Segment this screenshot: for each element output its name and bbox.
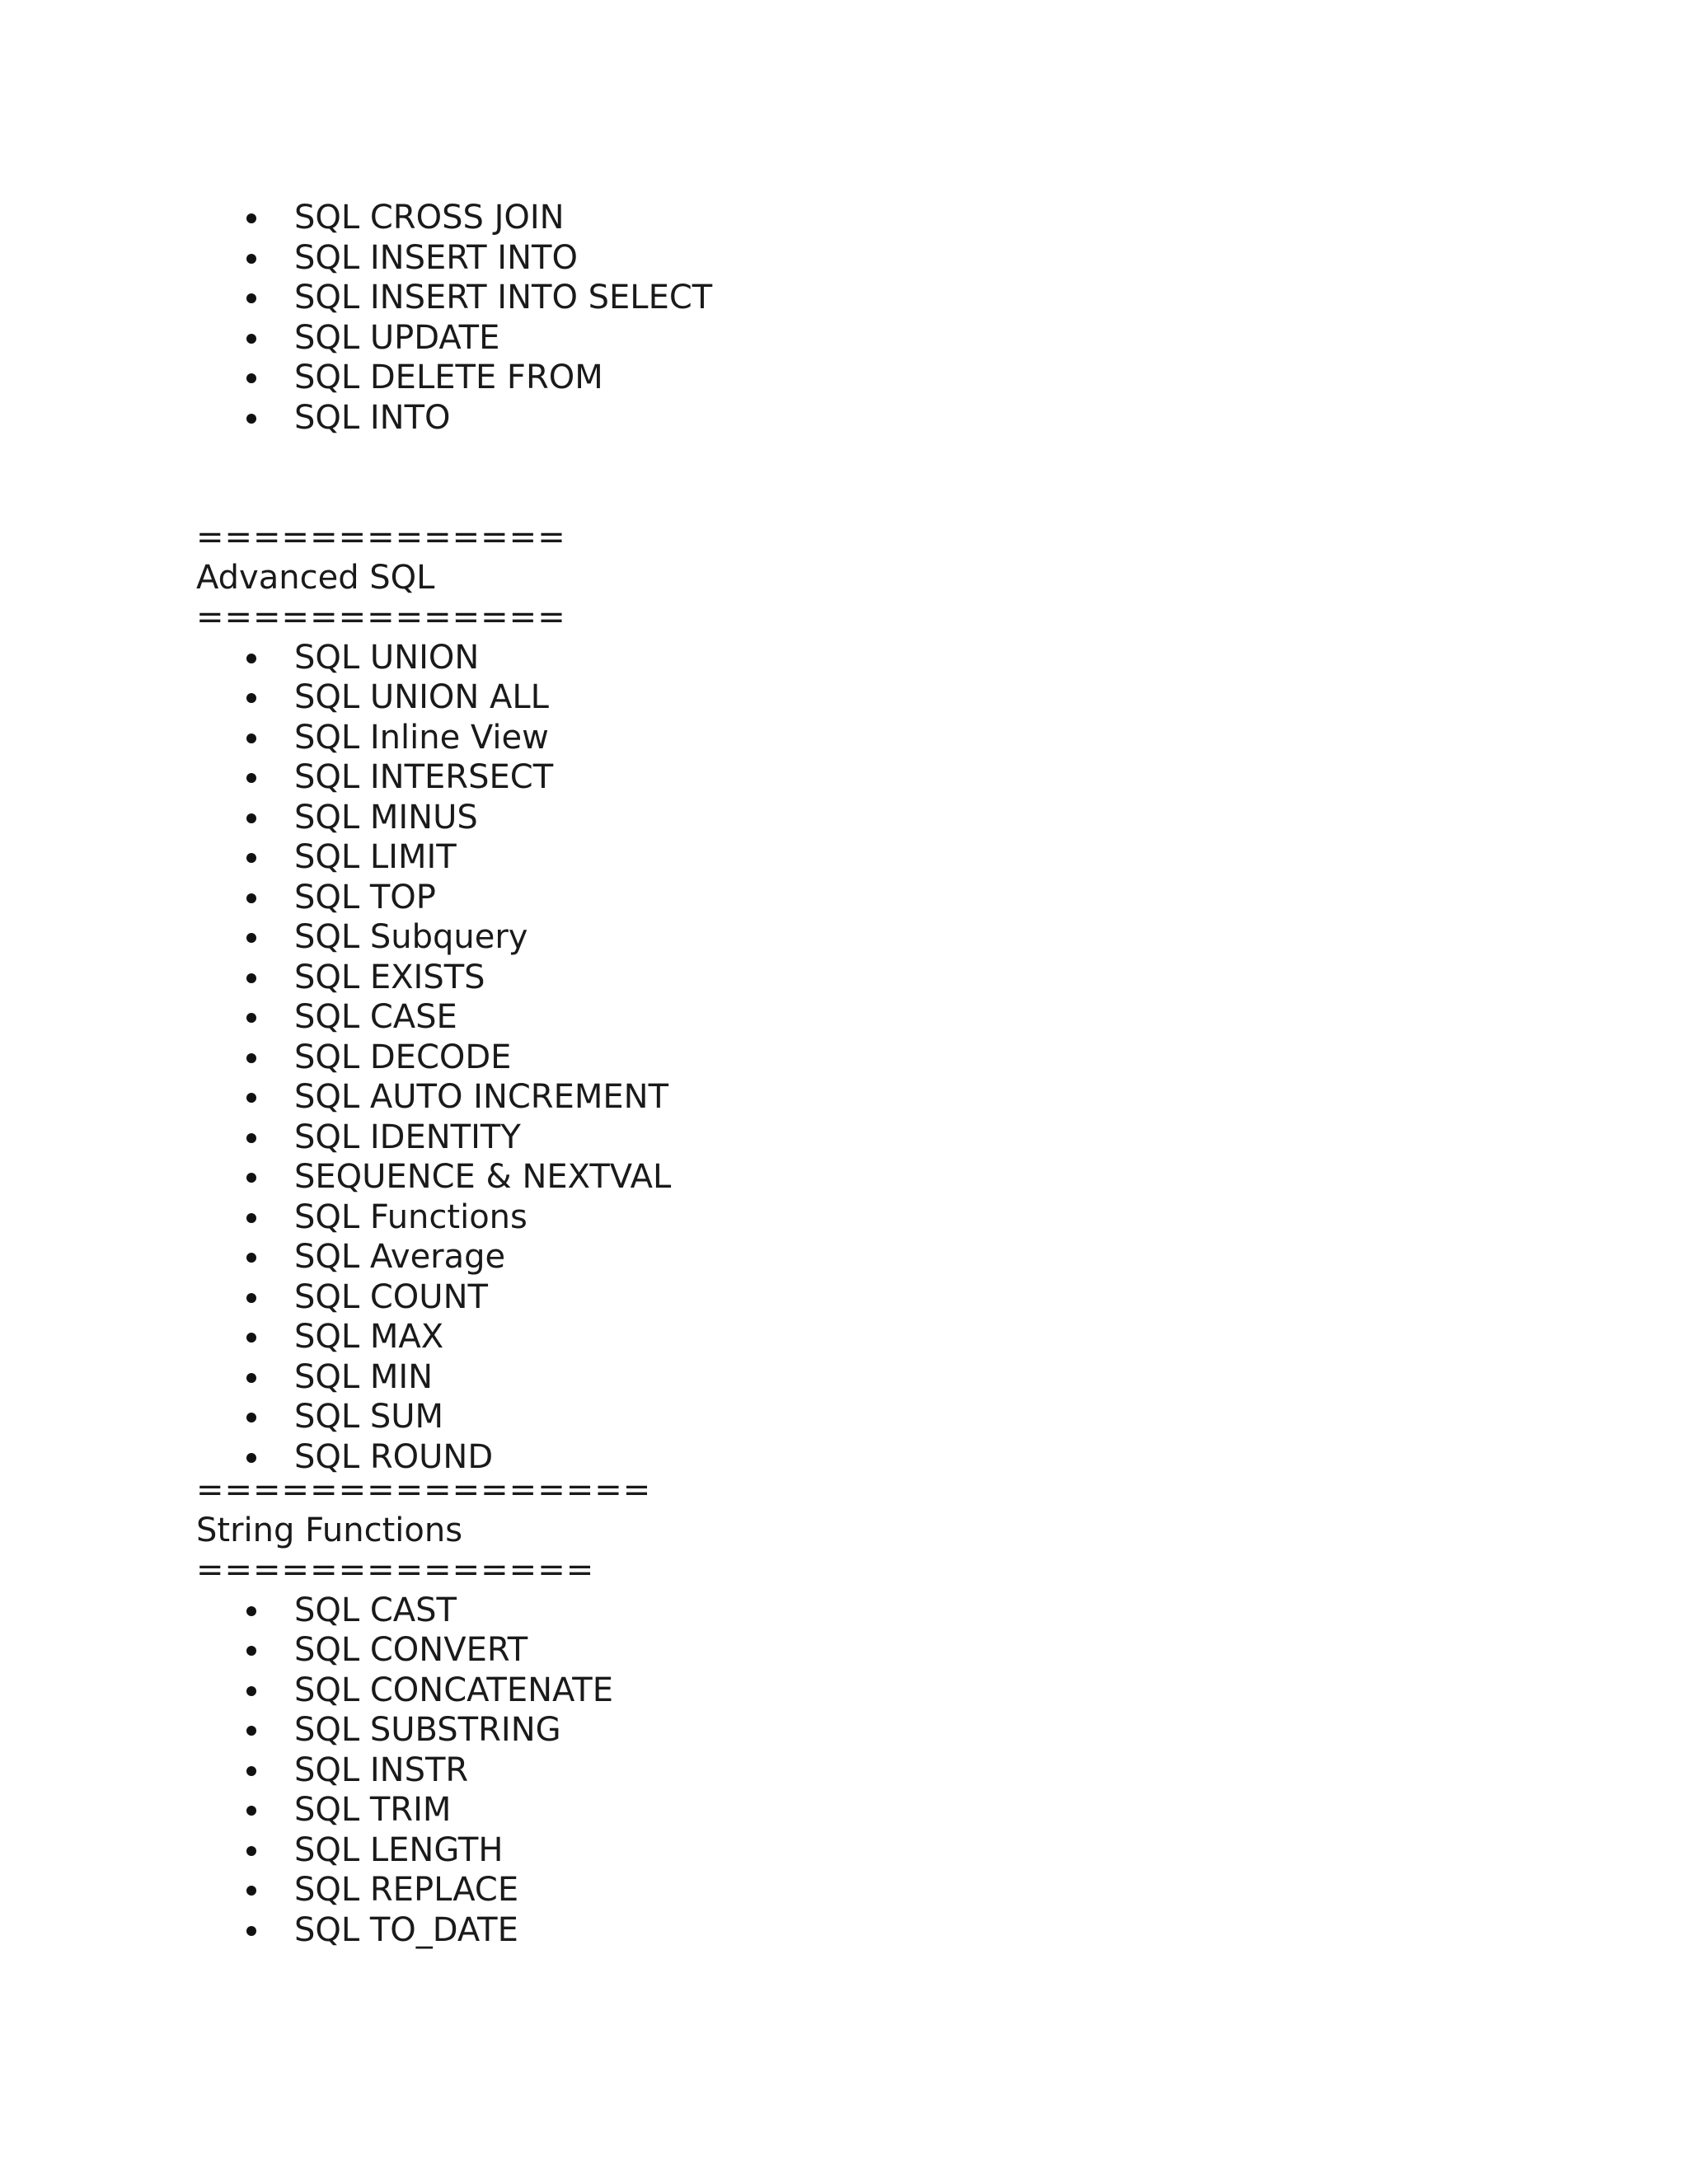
bullet-icon bbox=[246, 1373, 256, 1383]
list-item-label: SQL LIMIT bbox=[294, 838, 457, 876]
list-item bbox=[196, 958, 671, 998]
list-item bbox=[196, 1397, 671, 1437]
list-item-label: SQL INSERT INTO SELECT bbox=[294, 279, 713, 316]
list-item bbox=[196, 1630, 651, 1671]
list-item bbox=[196, 1237, 671, 1277]
bullet-icon bbox=[246, 1093, 256, 1103]
bullet-icon bbox=[246, 213, 256, 223]
bullet-icon bbox=[246, 414, 256, 424]
section-rule-bottom: ============== bbox=[196, 1551, 595, 1589]
list-item-label: SEQUENCE & NEXTVAL bbox=[294, 1158, 672, 1196]
list-item bbox=[196, 1750, 651, 1791]
list-item-label: SQL CAST bbox=[294, 1591, 457, 1629]
list-item bbox=[196, 1710, 651, 1750]
section-rule-top: ============= bbox=[196, 518, 566, 556]
bullet-icon bbox=[246, 893, 256, 903]
bullet-icon bbox=[246, 1333, 256, 1343]
bullet-icon bbox=[246, 254, 256, 264]
bullet-icon bbox=[246, 853, 256, 863]
bullet-icon bbox=[246, 1726, 256, 1736]
list-item-label: SQL INSTR bbox=[294, 1750, 469, 1789]
bullet-icon bbox=[246, 334, 256, 344]
list-item-label: SQL UNION ALL bbox=[294, 678, 549, 716]
bullet-icon bbox=[246, 1173, 256, 1183]
list-item-label: SQL AUTO INCREMENT bbox=[294, 1078, 669, 1116]
list-item bbox=[196, 1157, 671, 1197]
bullet-icon bbox=[246, 1133, 256, 1143]
list-item bbox=[196, 1910, 651, 1951]
list-item bbox=[196, 278, 712, 318]
list-item-label: SQL SUBSTRING bbox=[294, 1711, 561, 1749]
list-item bbox=[196, 1870, 651, 1910]
bullet-icon bbox=[246, 1766, 256, 1776]
list-item-label: SQL Subquery bbox=[294, 918, 528, 956]
list-item-label: SQL Functions bbox=[294, 1197, 528, 1236]
advanced-bullet-list bbox=[196, 638, 671, 1478]
list-item bbox=[196, 398, 712, 438]
bullet-icon bbox=[246, 733, 256, 743]
bullet-icon bbox=[246, 1413, 256, 1422]
section-rule-bottom: ============= bbox=[196, 598, 566, 636]
list-item-label: SQL MAX bbox=[294, 1318, 444, 1356]
list-item-label: SQL UPDATE bbox=[294, 318, 500, 357]
top-bullet-list bbox=[196, 198, 712, 438]
bullet-icon bbox=[246, 1293, 256, 1303]
bullet-icon bbox=[246, 973, 256, 983]
bullet-icon bbox=[246, 1886, 256, 1896]
bullet-icon bbox=[246, 773, 256, 783]
top-list-section bbox=[196, 198, 712, 438]
bullet-icon bbox=[246, 1926, 256, 1936]
list-item-label: SQL Average bbox=[294, 1238, 506, 1276]
advanced-sql-section bbox=[196, 518, 671, 1477]
list-item-label: SQL EXISTS bbox=[294, 958, 485, 996]
list-item bbox=[196, 718, 671, 758]
bullet-icon bbox=[246, 693, 256, 703]
list-item bbox=[196, 677, 671, 718]
bullet-icon bbox=[246, 373, 256, 383]
list-item-label: SQL INSERT INTO bbox=[294, 238, 578, 277]
bullet-icon bbox=[246, 1053, 256, 1063]
list-item bbox=[196, 1671, 651, 1711]
list-item bbox=[196, 1357, 671, 1398]
list-item bbox=[196, 917, 671, 958]
list-item-label: SQL TOP bbox=[294, 878, 436, 916]
bullet-icon bbox=[246, 1253, 256, 1263]
list-item-label: SQL ROUND bbox=[294, 1437, 494, 1476]
string-functions-section bbox=[196, 1470, 651, 1950]
bullet-icon bbox=[246, 813, 256, 823]
bullet-icon bbox=[246, 1806, 256, 1816]
list-item-label: SQL CROSS JOIN bbox=[294, 199, 565, 237]
list-item-label: SQL INTERSECT bbox=[294, 758, 554, 796]
list-item bbox=[196, 638, 671, 678]
list-item bbox=[196, 1038, 671, 1078]
list-item bbox=[196, 1790, 651, 1830]
list-item-label: SQL CASE bbox=[294, 998, 457, 1036]
list-item bbox=[196, 1277, 671, 1318]
list-item bbox=[196, 757, 671, 798]
section-heading: Advanced SQL bbox=[196, 558, 435, 597]
list-item bbox=[196, 198, 712, 238]
list-item bbox=[196, 318, 712, 359]
list-item bbox=[196, 798, 671, 838]
list-item bbox=[196, 997, 671, 1038]
list-item bbox=[196, 878, 671, 918]
bullet-icon bbox=[246, 293, 256, 303]
string-functions-bullet-list bbox=[196, 1591, 651, 1951]
list-item-label: SQL MIN bbox=[294, 1357, 434, 1396]
list-item-label: SQL CONCATENATE bbox=[294, 1671, 613, 1709]
list-item bbox=[196, 837, 671, 878]
list-item bbox=[196, 1830, 651, 1871]
list-item bbox=[196, 1077, 671, 1118]
list-item-label: SQL Inline View bbox=[294, 718, 549, 757]
bullet-icon bbox=[246, 933, 256, 943]
bullet-icon bbox=[246, 1606, 256, 1616]
bullet-icon bbox=[246, 1213, 256, 1223]
list-item-label: SQL INTO bbox=[294, 398, 451, 437]
list-item-label: SQL TRIM bbox=[294, 1791, 452, 1829]
list-item-label: SQL SUM bbox=[294, 1398, 444, 1436]
list-item bbox=[196, 238, 712, 279]
section-heading: String Functions bbox=[196, 1511, 463, 1549]
list-item bbox=[196, 358, 712, 398]
list-item-label: SQL LENGTH bbox=[294, 1830, 504, 1869]
bullet-icon bbox=[246, 1453, 256, 1463]
list-item-label: SQL COUNT bbox=[294, 1277, 488, 1316]
list-item bbox=[196, 1197, 671, 1238]
list-item-label: SQL REPLACE bbox=[294, 1871, 519, 1909]
bullet-icon bbox=[246, 1013, 256, 1023]
section-rule-top: ================ bbox=[196, 1471, 652, 1509]
list-item-label: SQL TO_DATE bbox=[294, 1910, 518, 1949]
bullet-icon bbox=[246, 1846, 256, 1856]
list-item-label: SQL DECODE bbox=[294, 1038, 512, 1076]
list-item bbox=[196, 1118, 671, 1158]
list-item-label: SQL IDENTITY bbox=[294, 1118, 521, 1156]
bullet-icon bbox=[246, 654, 256, 663]
list-item bbox=[196, 1591, 651, 1631]
bullet-icon bbox=[246, 1686, 256, 1696]
list-item-label: SQL DELETE FROM bbox=[294, 359, 603, 396]
list-item-label: SQL MINUS bbox=[294, 798, 478, 837]
list-item-label: SQL CONVERT bbox=[294, 1631, 528, 1669]
bullet-icon bbox=[246, 1646, 256, 1656]
list-item bbox=[196, 1317, 671, 1357]
list-item-label: SQL UNION bbox=[294, 638, 480, 677]
